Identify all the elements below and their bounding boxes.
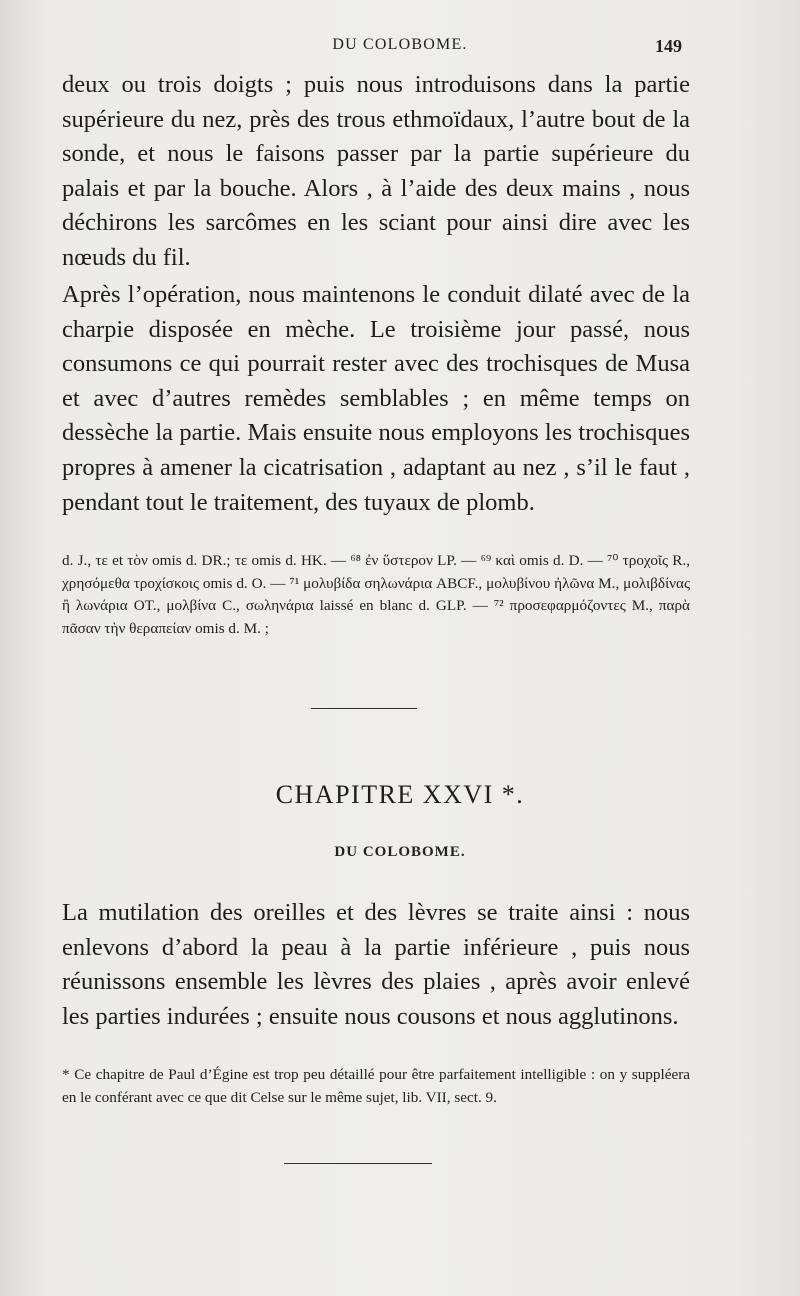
end-divider xyxy=(284,1163,432,1164)
operation-paragraph xyxy=(62,278,690,520)
paragraph-text: deux ou trois doigts ; puis nous introduisons dans la partie supérieure du nez, près des trous ethmoïdaux, l’autre bout de la sonde, et nous le faisons passer par la partie supérieure du palais et par la bouche. Alors , à l’aide des deux mains , nous déchirons les sarcômes en les sciant pour ainsi dire avec les nœuds du fil. xyxy=(62,71,690,271)
paragraph-text: La mutilation des oreilles et des lèvres se traite ainsi : nous enlevons d’abord la peau à la partie inférieure , puis nous réunissons ensemble les lèvres des plaies , après avoir enlevé les parties indurées ; ensuite nous cousons et nous agglutinons. xyxy=(62,899,690,1030)
variant-notes: d. J., τε et τὸν omis d. DR.; τε omis d. HK. — ⁶⁸ ἐν ὕστερον LP. — ⁶⁹ καὶ omis d. D. — ⁷⁰ τροχοῖς R., χρησόμεθα τροχίσκοις omis d. O. — ⁷¹ μολυβίδα σηλωνάρια ABCF., μολυβίνου ἠλῶνα M., μολιβδίνας ἢ λωνάρια OT., μολβίνα C., σωληνάρια laissé en blanc d. GLP. — ⁷² προσεφαρμόζοντες M., παρὰ πᾶσαν τὴν θεραπείαν omis d. M. ; xyxy=(62,552,690,637)
footnote: * Ce chapitre de Paul d’Égine est trop peu détaillé pour être parfaitement intelligible : on y suppléera en le conférant avec ce que dit Celse sur le même sujet, lib. VII, sect. 9. xyxy=(62,1066,690,1106)
page-header xyxy=(0,36,800,60)
paragraph-text: Après l’opération, nous maintenons le conduit dilaté avec de la charpie disposée en mèche. Le troisième jour passé, nous consumons ce qui pourrait rester avec des trochisques de Musa et avec d’autres remèdes semblables ; en même temps on dessèche la partie. Mais ensuite nous employons les trochisques propres à amener la cicatrisation , adaptant au nez , s’il le faut , pendant tout le traitement, des tuyaux de plomb. xyxy=(62,281,690,516)
running-title: DU COLOBOME. xyxy=(332,36,468,53)
chapter-title: CHAPITRE XXVI *. xyxy=(275,780,525,809)
chapter-subtitle: DU COLOBOME. xyxy=(334,844,466,860)
page-number: 149 xyxy=(655,36,682,56)
section-divider xyxy=(311,708,417,709)
continued-paragraph xyxy=(62,68,690,276)
chapter-paragraph xyxy=(62,896,690,1034)
